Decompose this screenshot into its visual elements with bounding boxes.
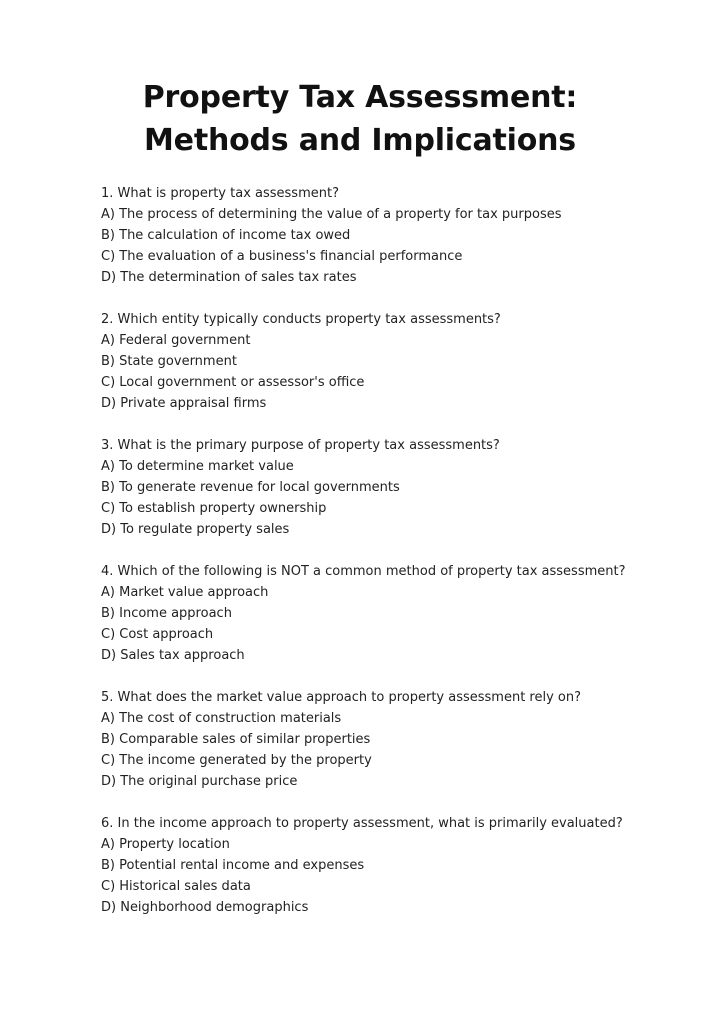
question-5 <box>101 687 661 792</box>
option-d: D) Neighborhood demographics <box>101 900 309 915</box>
option-a: A) The cost of construction materials <box>101 711 342 726</box>
question-3 <box>101 435 661 540</box>
option-d: D) To regulate property sales <box>101 522 290 537</box>
question-2 <box>101 309 661 414</box>
title-line-1: Property Tax Assessment: <box>142 80 578 115</box>
option-c: C) Local government or assessor's office <box>101 375 365 390</box>
option-d: D) The determination of sales tax rates <box>101 270 357 285</box>
option-c: C) The income generated by the property <box>101 753 372 768</box>
option-b: B) The calculation of income tax owed <box>101 228 351 243</box>
question-text: 2. Which entity typically conducts property tax assessments? <box>101 312 501 327</box>
option-b: B) State government <box>101 354 237 369</box>
option-b: B) To generate revenue for local governments <box>101 480 400 495</box>
question-text: 6. In the income approach to property assessment, what is primarily evaluated? <box>101 816 623 831</box>
question-text: 1. What is property tax assessment? <box>101 186 339 201</box>
document-title <box>0 76 720 162</box>
option-c: C) Historical sales data <box>101 879 251 894</box>
option-d: D) The original purchase price <box>101 774 298 789</box>
option-b: B) Comparable sales of similar properties <box>101 732 371 747</box>
question-1 <box>101 183 661 288</box>
question-4 <box>101 561 661 666</box>
option-b: B) Potential rental income and expenses <box>101 858 365 873</box>
question-list <box>101 183 661 939</box>
option-a: A) The process of determining the value of a property for tax purposes <box>101 207 562 222</box>
question-text: 3. What is the primary purpose of property tax assessments? <box>101 438 500 453</box>
question-6 <box>101 813 661 918</box>
option-a: A) To determine market value <box>101 459 294 474</box>
option-a: A) Federal government <box>101 333 251 348</box>
question-text: 4. Which of the following is NOT a common method of property tax assessment? <box>101 564 626 579</box>
option-c: C) To establish property ownership <box>101 501 327 516</box>
option-b: B) Income approach <box>101 606 232 621</box>
option-c: C) The evaluation of a business's financial performance <box>101 249 463 264</box>
option-d: D) Private appraisal firms <box>101 396 267 411</box>
question-text: 5. What does the market value approach to property assessment rely on? <box>101 690 582 705</box>
option-a: A) Market value approach <box>101 585 269 600</box>
option-d: D) Sales tax approach <box>101 648 245 663</box>
title-line-2: Methods and Implications <box>144 123 576 158</box>
option-c: C) Cost approach <box>101 627 214 642</box>
option-a: A) Property location <box>101 837 230 852</box>
